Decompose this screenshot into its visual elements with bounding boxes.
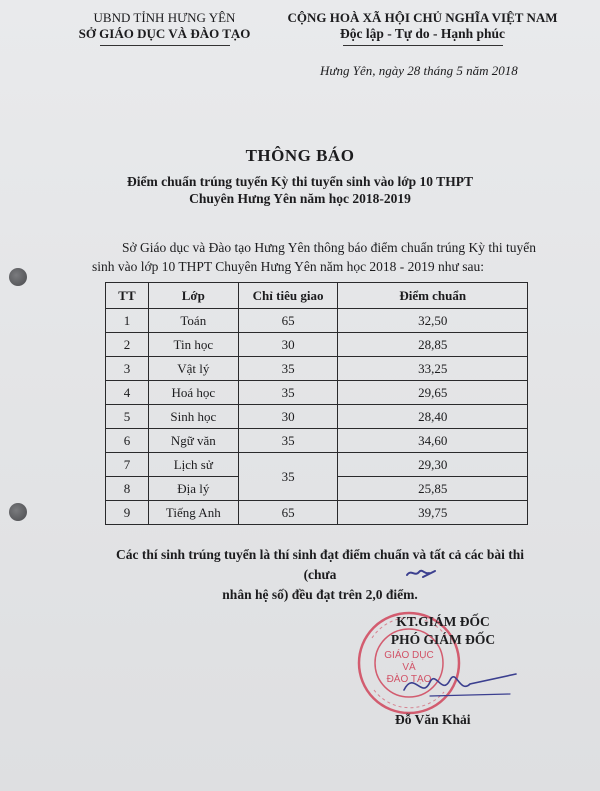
signatory-role: KT.GIÁM ĐỐC (396, 614, 490, 629)
punch-hole (9, 503, 27, 521)
column-header-chi-tieu: Chỉ tiêu giao (238, 283, 338, 309)
cutoff-score-table (105, 282, 528, 525)
table-row (106, 429, 528, 453)
table-row (106, 405, 528, 429)
issuer-parent: UBND TỈNH HƯNG YÊN (93, 10, 236, 25)
document-title: THÔNG BÁO (245, 146, 355, 165)
cell-chi-tieu: 35 (238, 429, 338, 453)
intro-paragraph: Sở Giáo dục và Đào tạo Hưng Yên thông báo điểm chuẩn trúng Kỳ thi tuyển sinh vào lớp 10 THPT Chuyên Hưng Yên năm học 2018 - 2019 như sau: (92, 240, 536, 274)
stamp-text: VÀ (402, 662, 416, 673)
cell-tt: 8 (106, 477, 149, 501)
cell-chi-tieu: 30 (238, 405, 338, 429)
cell-tt: 3 (106, 357, 149, 381)
national-header (265, 10, 580, 46)
table-row (106, 309, 528, 333)
stamp-text: ĐÀO TẠO (386, 674, 432, 685)
signatory-name: Đỗ Văn Khải (395, 712, 471, 727)
table-row (106, 453, 528, 477)
document-subtitle-2: Chuyên Hưng Yên năm học 2018-2019 (189, 191, 411, 206)
cell-diem: 28,40 (338, 405, 528, 429)
cell-lop: Địa lý (148, 477, 238, 501)
cell-diem: 28,85 (338, 333, 528, 357)
cell-diem: 34,60 (338, 429, 528, 453)
table-row (106, 501, 528, 525)
table-row (106, 381, 528, 405)
pen-tick-mark (405, 563, 439, 581)
issuer-name: SỞ GIÁO DỤC VÀ ĐÀO TẠO (78, 26, 251, 41)
cell-lop: Tiếng Anh (148, 501, 238, 525)
motto-divider (343, 45, 503, 46)
table-header-row (106, 283, 528, 309)
cell-lop: Toán (148, 309, 238, 333)
cell-tt: 1 (106, 309, 149, 333)
cell-lop: Lịch sử (148, 453, 238, 477)
national-motto: Độc lập - Tự do - Hạnh phúc (339, 26, 506, 41)
table-row (106, 357, 528, 381)
cell-lop: Ngữ văn (148, 429, 238, 453)
cell-tt: 5 (106, 405, 149, 429)
cell-lop: Hoá học (148, 381, 238, 405)
column-header-diem-chuan: Điểm chuẩn (338, 283, 528, 309)
cell-diem: 25,85 (338, 477, 528, 501)
cell-diem: 29,65 (338, 381, 528, 405)
cell-chi-tieu-merged: 35 (238, 453, 338, 501)
cell-chi-tieu: 30 (238, 333, 338, 357)
document-subtitle: Điểm chuẩn trúng tuyển Kỳ thi tuyển sinh vào lớp 10 THPT (127, 174, 473, 189)
requirement-note (100, 545, 540, 605)
cell-diem: 33,25 (338, 357, 528, 381)
signatory-title (378, 613, 508, 649)
cell-chi-tieu: 35 (238, 357, 338, 381)
cell-chi-tieu: 65 (238, 309, 338, 333)
issuer-header (72, 10, 257, 46)
national-name: CỘNG HOÀ XÃ HỘI CHỦ NGHĨA VIỆT NAM (287, 10, 558, 25)
document-date: Hưng Yên, ngày 28 tháng 5 năm 2018 (320, 63, 518, 78)
cell-diem: 32,50 (338, 309, 528, 333)
table-row (106, 333, 528, 357)
header-divider (100, 45, 230, 46)
cell-diem: 39,75 (338, 501, 528, 525)
cell-lop: Tin học (148, 333, 238, 357)
handwritten-signature (400, 660, 520, 708)
cell-tt: 2 (106, 333, 149, 357)
signatory-position: PHÓ GIÁM ĐỐC (390, 632, 496, 647)
cell-tt: 6 (106, 429, 149, 453)
column-header-tt: TT (106, 283, 149, 309)
cell-lop: Sinh học (148, 405, 238, 429)
cell-tt: 9 (106, 501, 149, 525)
note-line: nhân hệ số) đều đạt trên 2,0 điểm. (222, 587, 418, 602)
cell-diem: 29,30 (338, 453, 528, 477)
column-header-lop: Lớp (148, 283, 238, 309)
cell-lop: Vật lý (148, 357, 238, 381)
punch-hole (9, 268, 27, 286)
cell-chi-tieu: 65 (238, 501, 338, 525)
cell-chi-tieu: 35 (238, 381, 338, 405)
cell-tt: 7 (106, 453, 149, 477)
stamp-text: GIÁO DỤC (384, 650, 434, 661)
note-line: Các thí sinh trúng tuyển là thí sinh đạt điểm chuẩn và tất cả các bài thi (chưa (115, 547, 525, 582)
cell-tt: 4 (106, 381, 149, 405)
